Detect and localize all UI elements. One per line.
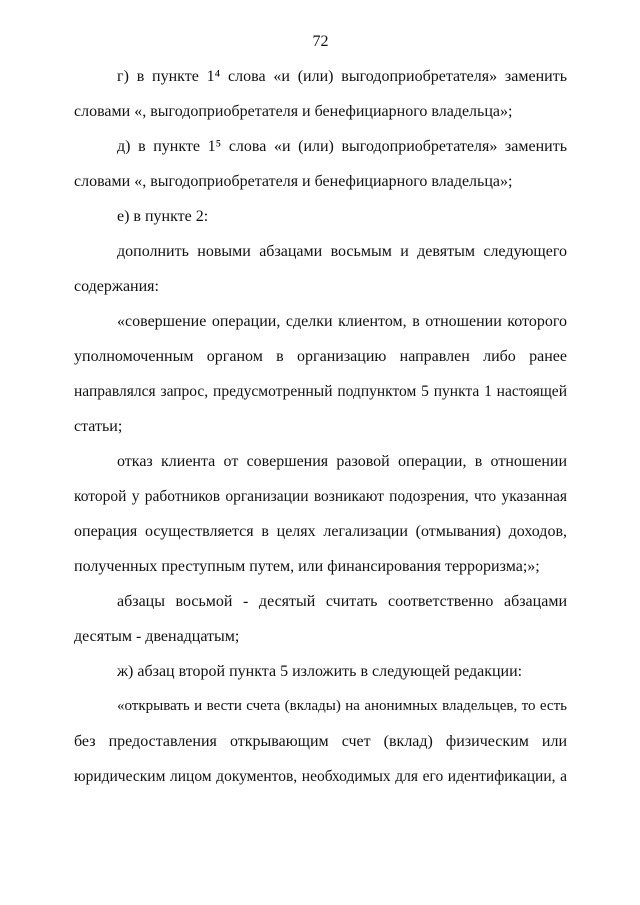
text-line: абзацы восьмой - десятый считать соответственно абзацами bbox=[117, 593, 567, 610]
text-line: «совершение операции, сделки клиентом, в отношении которого bbox=[117, 313, 567, 330]
text-line: д) в пункте 1⁵ слова «и (или) выгодоприобретателя» заменить bbox=[117, 138, 567, 155]
text-line: уполномоченным органом в организацию направлен либо ранее bbox=[74, 348, 567, 365]
text-line: дополнить новыми абзацами восьмым и девятым следующего bbox=[117, 243, 567, 260]
text-line: словами «, выгодоприобретателя и бенефициарного владельца»; bbox=[74, 103, 513, 120]
text-line: статьи; bbox=[74, 418, 123, 435]
text-line: операция осуществляется в целях легализации (отмывания) доходов, bbox=[74, 523, 567, 540]
text-line: без предоставления открывающим счет (вклад) физическим или bbox=[74, 733, 567, 750]
text-line: направлялся запрос, предусмотренный подпунктом 5 пункта 1 настоящей bbox=[74, 383, 567, 400]
text-line: содержания: bbox=[74, 278, 159, 295]
page-number: 72 bbox=[312, 33, 329, 50]
text-line: е) в пункте 2: bbox=[117, 208, 209, 225]
document-body bbox=[74, 59, 567, 794]
text-line: г) в пункте 1⁴ слова «и (или) выгодоприобретателя» заменить bbox=[117, 68, 567, 85]
text-line: десятым - двенадцатым; bbox=[74, 628, 240, 645]
text-line: юридическим лицом документов, необходимых для его идентификации, а bbox=[74, 768, 567, 785]
text-line: словами «, выгодоприобретателя и бенефициарного владельца»; bbox=[74, 173, 513, 190]
text-line: отказ клиента от совершения разовой операции, в отношении bbox=[117, 453, 567, 470]
text-line: «открывать и вести счета (вклады) на анонимных владельцев, то есть bbox=[117, 698, 567, 714]
text-line: полученных преступным путем, или финансирования терроризма;»; bbox=[74, 558, 540, 575]
text-line: ж) абзац второй пункта 5 изложить в следующей редакции: bbox=[117, 663, 523, 680]
text-line: которой у работников организации возникают подозрения, что указанная bbox=[74, 488, 567, 505]
